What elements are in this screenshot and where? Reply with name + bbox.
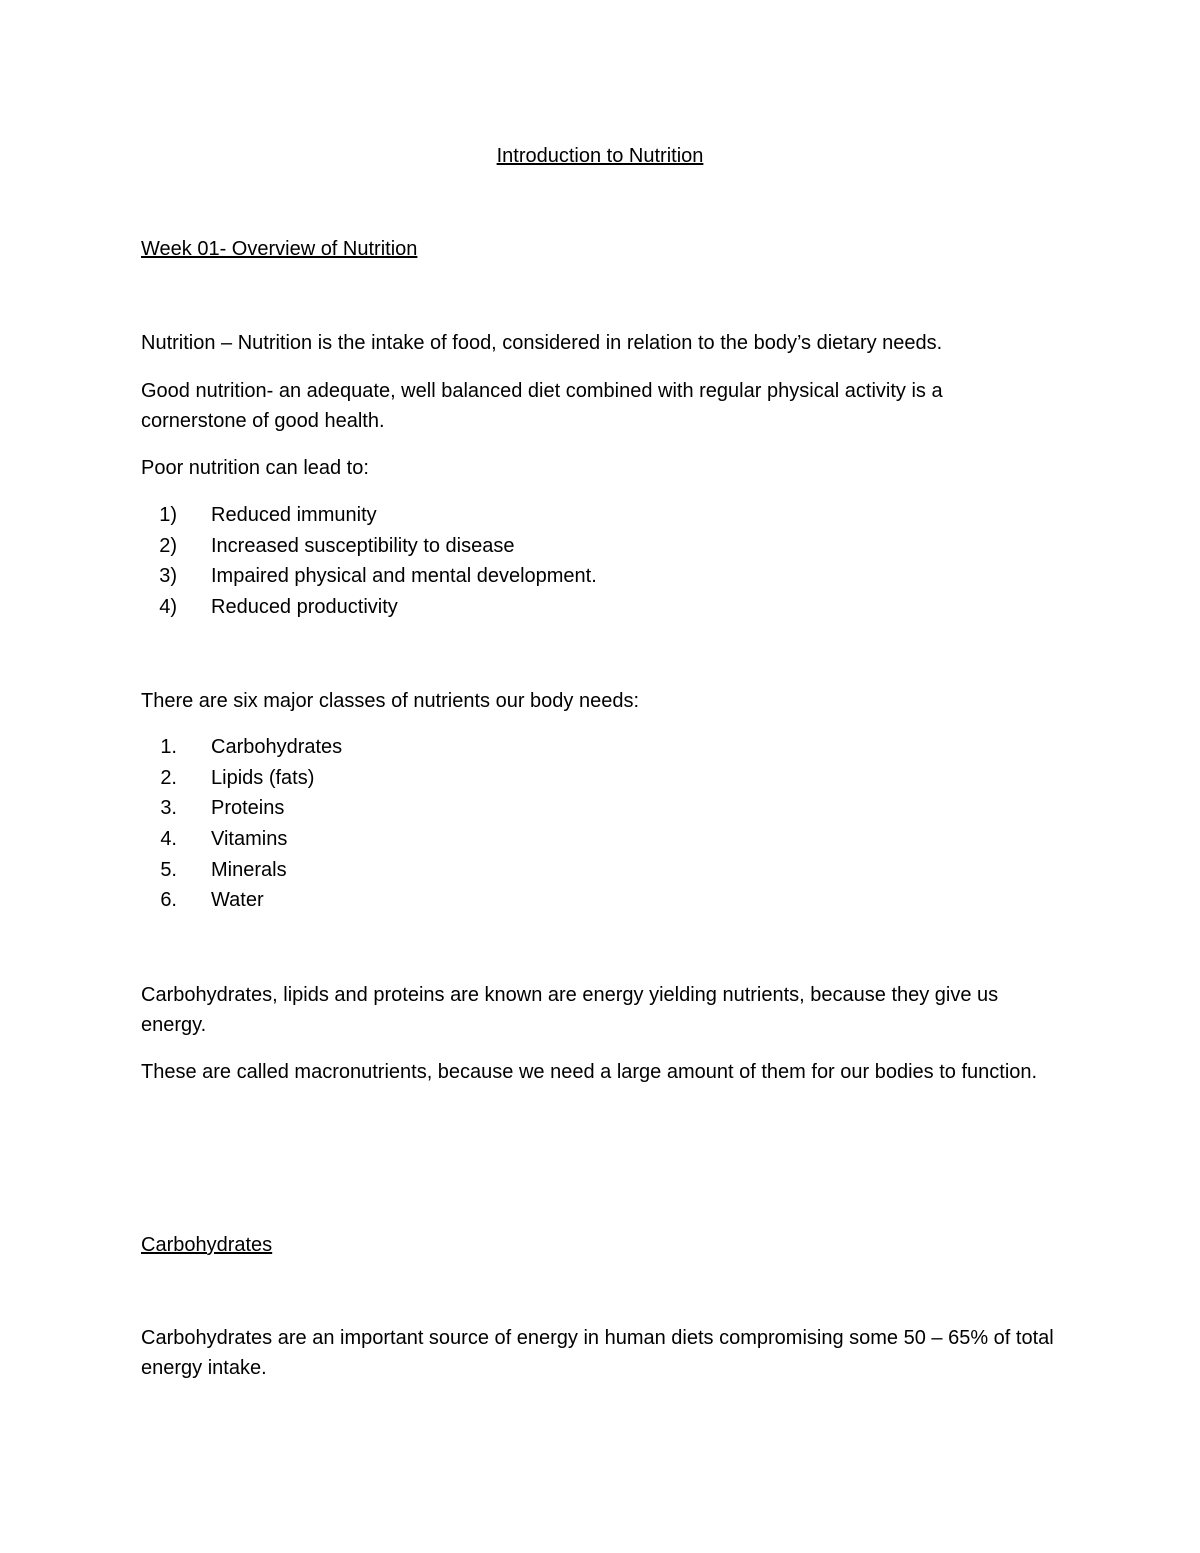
- list-number: 4): [159, 596, 177, 619]
- list-number: 1.: [160, 736, 177, 758]
- list-text: Impaired physical and mental development.: [211, 565, 597, 588]
- energy-yielding-text: Carbohydrates, lipids and proteins are known are energy yielding nutrients, because they give us energy.: [141, 984, 999, 1036]
- list-number: 1): [159, 504, 177, 526]
- list-item: [141, 531, 597, 562]
- nutrition-definition: [141, 328, 1061, 358]
- nutrients-intro: There are six major classes of nutrients our body needs:: [141, 690, 640, 712]
- list-text: Proteins: [211, 797, 285, 820]
- list-item: [141, 793, 342, 824]
- list-text: Carbohydrates: [211, 736, 343, 758]
- list-text: Reduced productivity: [211, 596, 398, 619]
- document-title: Introduction to Nutrition: [496, 145, 704, 167]
- carbohydrates-heading: Carbohydrates: [141, 1234, 273, 1256]
- list-number: 5.: [160, 858, 177, 881]
- list-number: 2.: [160, 766, 177, 789]
- poor-nutrition-intro: Poor nutrition can lead to:: [141, 457, 369, 479]
- macronutrients-text: These are called macronutrients, because we need a large amount of them for our bodies to function.: [141, 1061, 1038, 1083]
- list-number: 2): [159, 534, 177, 557]
- list-item: [141, 561, 597, 592]
- carbohydrates-paragraph: [141, 1323, 1056, 1383]
- list-number: 3): [159, 565, 177, 588]
- list-item: [141, 763, 342, 794]
- list-item: [141, 885, 342, 916]
- list-item: [141, 500, 597, 531]
- list-item: [141, 732, 342, 763]
- list-text: Water: [211, 889, 264, 912]
- nutrient-classes-list: [141, 732, 342, 916]
- list-item: [141, 855, 342, 886]
- list-item: [141, 592, 597, 623]
- good-nutrition-text: Good nutrition- an adequate, well balanced diet combined with regular physical activity is a cornerstone of good health.: [141, 380, 943, 432]
- week-heading: Week 01- Overview of Nutrition: [141, 238, 418, 260]
- poor-nutrition-list: [141, 500, 597, 623]
- macronutrients-paragraph: [141, 1057, 1041, 1087]
- list-text: Lipids (fats): [211, 766, 315, 789]
- good-nutrition-paragraph: [141, 376, 1041, 436]
- list-number: 3.: [160, 797, 177, 820]
- nutrition-definition-text: Nutrition – Nutrition is the intake of food, considered in relation to the body’s dietary needs.: [141, 332, 943, 354]
- carbohydrates-text: Carbohydrates are an important source of energy in human diets compromising some 50 – 65% of total energy intake.: [141, 1327, 1054, 1379]
- list-item: [141, 824, 342, 855]
- list-number: 6.: [160, 889, 177, 912]
- list-text: Reduced immunity: [211, 504, 377, 526]
- list-text: Vitamins: [211, 828, 288, 851]
- list-text: Increased susceptibility to disease: [211, 534, 515, 557]
- list-text: Minerals: [211, 858, 287, 881]
- list-number: 4.: [160, 828, 177, 851]
- energy-yielding-paragraph: [141, 980, 1046, 1040]
